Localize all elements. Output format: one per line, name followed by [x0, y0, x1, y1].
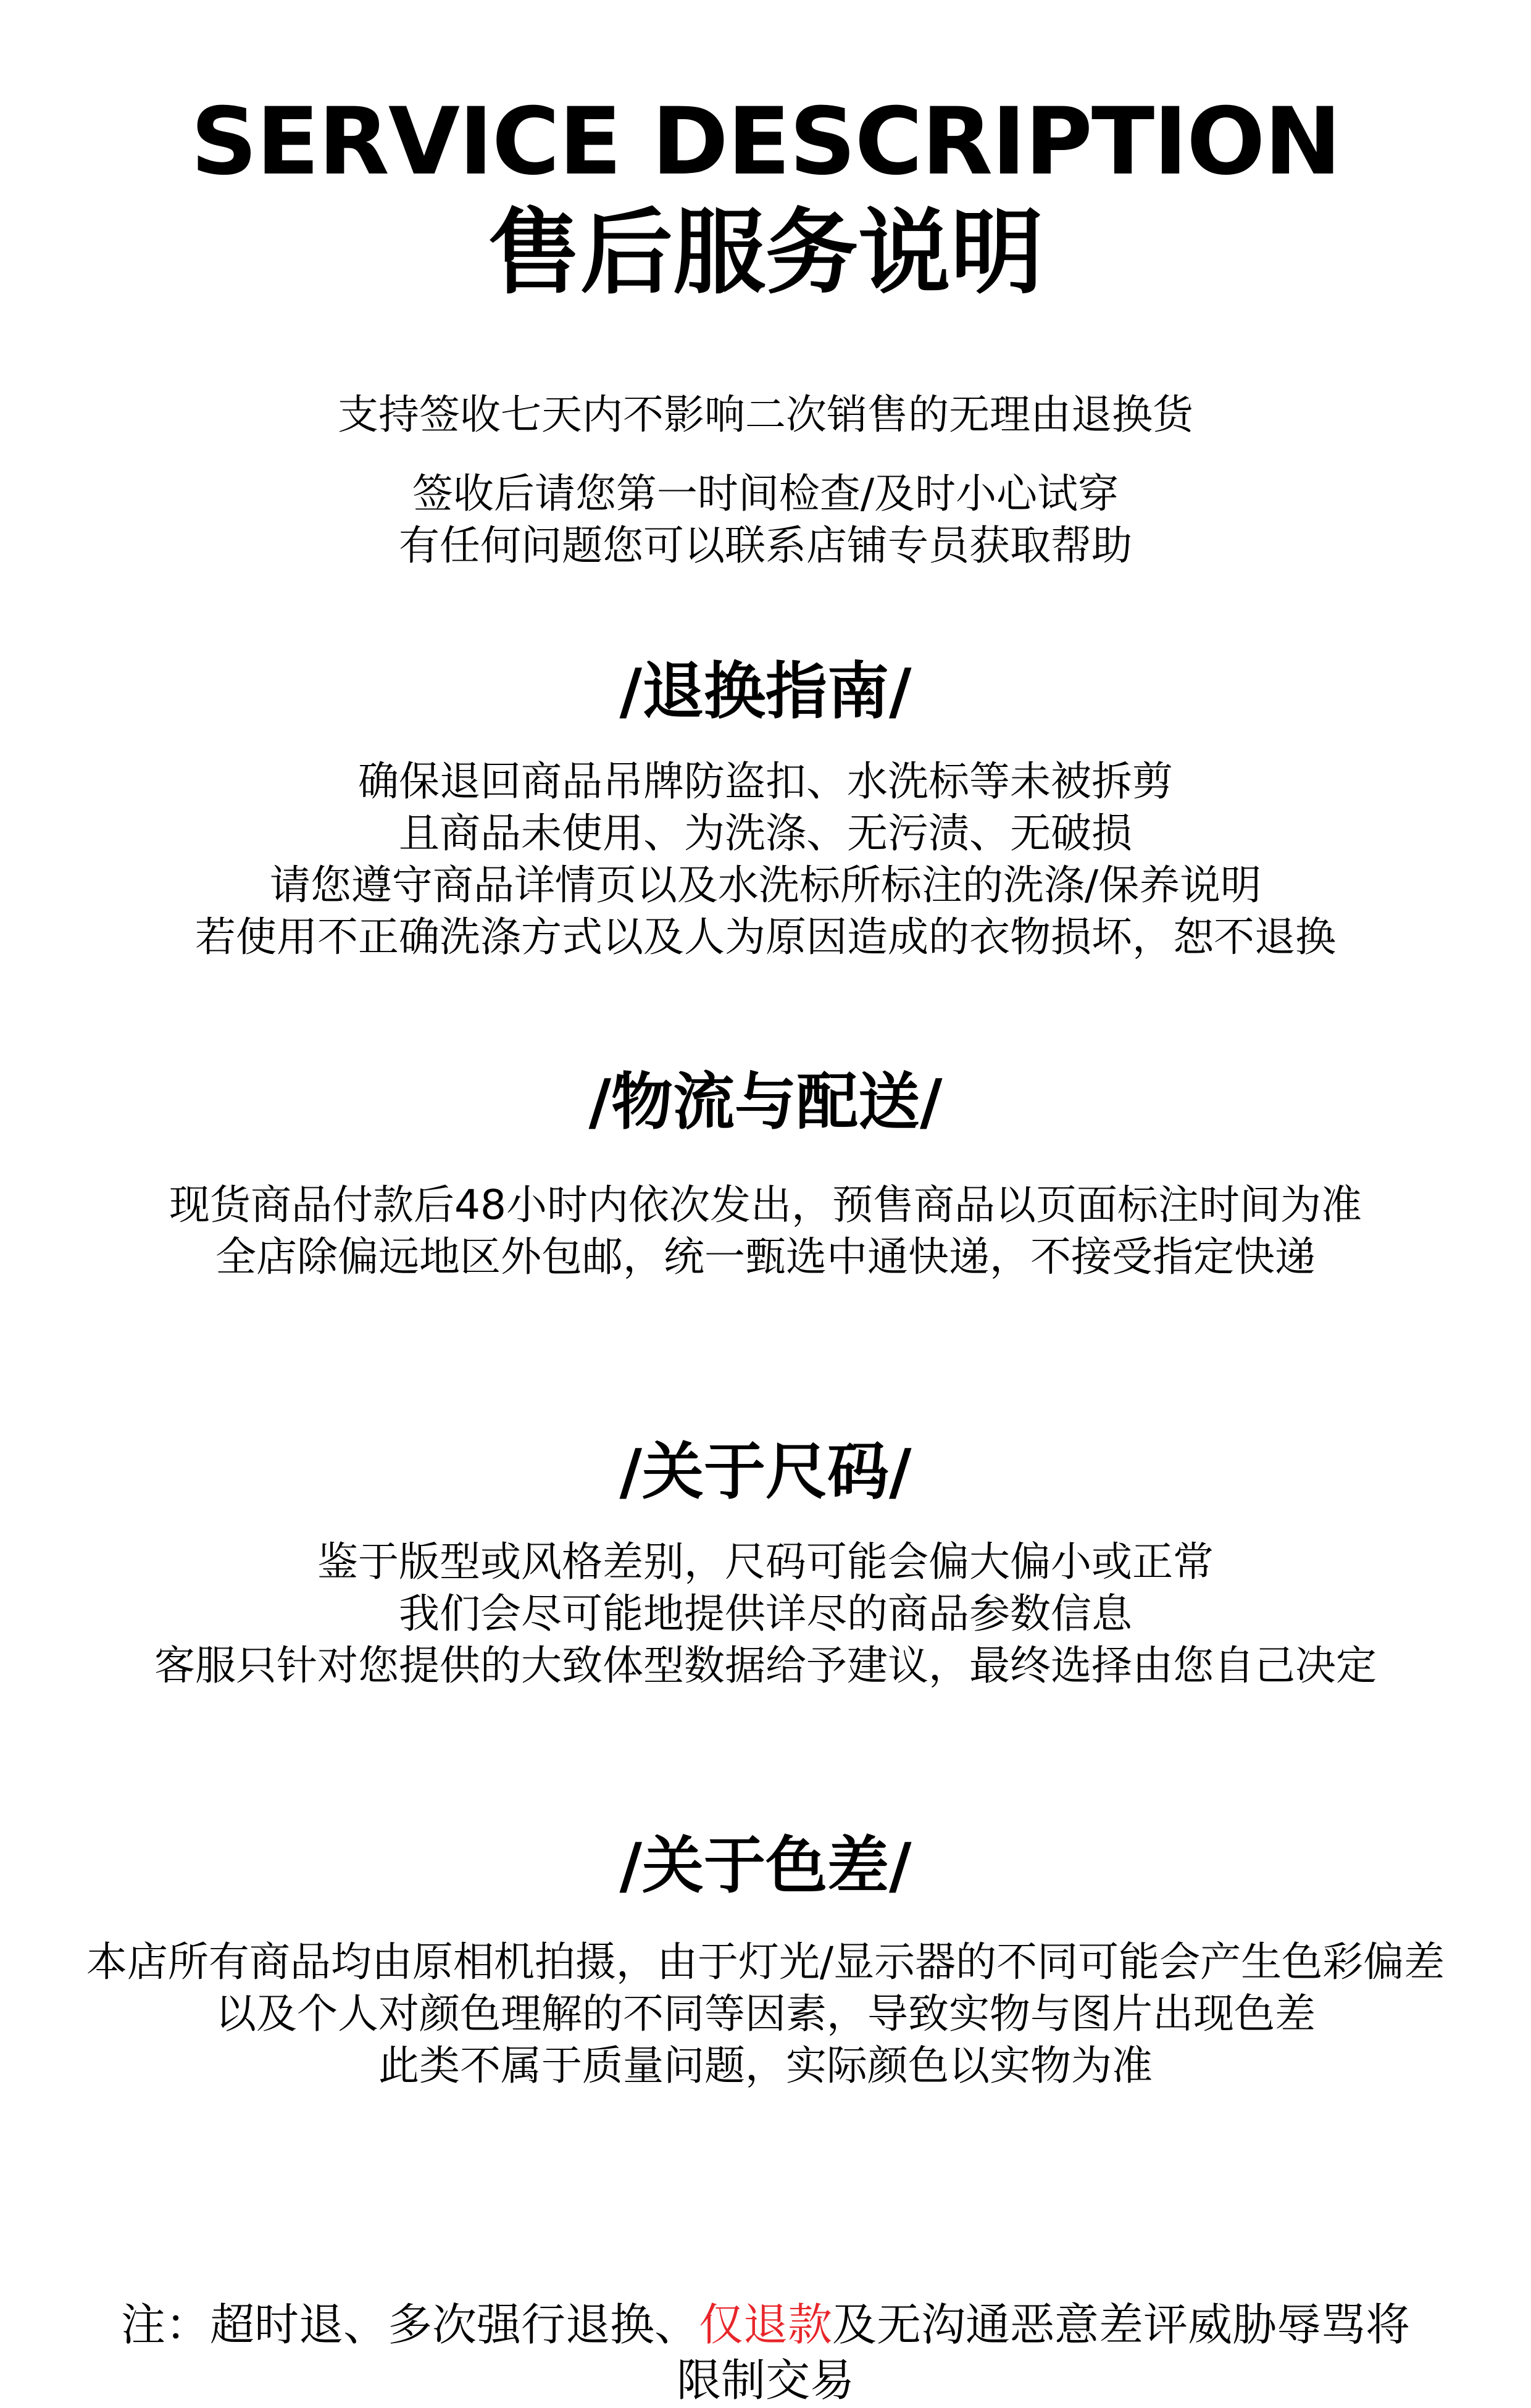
color-line: 以及个人对颜色理解的不同等因素，导致实物与图片出现色差 — [215, 1990, 1316, 2038]
color-heading: /关于色差/ — [619, 1829, 912, 1902]
color-line: 本店所有商品均由原相机拍摄，由于灯光/显示器的不同可能会产生色彩偏差 — [86, 1938, 1445, 1986]
returns-line: 确保退回商品吊牌防盗扣、水洗标等未被拆剪 — [358, 758, 1173, 805]
returns-line: 请您遵守商品详情页以及水洗标所标注的洗涤/保养说明 — [269, 861, 1262, 909]
note-prefix: 注：超时退、多次强行退换、 — [120, 2299, 699, 2351]
note-suffix: 及无沟通恶意差评威胁辱骂将 — [832, 2299, 1411, 2351]
returns-line: 且商品未使用、为洗涤、无污渍、无破损 — [399, 809, 1132, 857]
sizing-heading: /关于尺码/ — [619, 1436, 912, 1508]
page-title-chinese: 售后服务说明 — [487, 199, 1043, 307]
intro-line: 支持签收七天内不影响二次销售的无理由退换货 — [338, 391, 1193, 438]
intro-line: 有任何问题您可以联系店铺专员获取帮助 — [399, 522, 1132, 569]
sizing-line: 我们会尽可能地提供详尽的商品参数信息 — [399, 1590, 1132, 1637]
returns-line: 若使用不正确洗涤方式以及人为原因造成的衣物损坏，恕不退换 — [195, 913, 1336, 961]
page-title-english: SERVICE DESCRIPTION — [190, 88, 1341, 196]
intro-line: 签收后请您第一时间检查/及时小心试穿 — [412, 470, 1119, 517]
shipping-heading: /物流与配送/ — [588, 1066, 943, 1138]
note-line-2: 限制交易 — [676, 2354, 854, 2406]
sizing-line: 客服只针对您提供的大致体型数据给予建议，最终选择由您自己决定 — [154, 1642, 1377, 1689]
shipping-line: 现货商品付款后48小时内依次发出，预售商品以页面标注时间为准 — [169, 1181, 1362, 1229]
note-highlight-refund-only: 仅退款 — [698, 2299, 832, 2351]
note-line — [0, 2297, 1531, 2352]
shipping-line: 全店除偏远地区外包邮，统一甄选中通快递，不接受指定快递 — [215, 1233, 1316, 1281]
color-line: 此类不属于质量问题，实际颜色以实物为准 — [378, 2042, 1153, 2089]
sizing-line: 鉴于版型或风格差别，尺码可能会偏大偏小或正常 — [317, 1538, 1214, 1586]
returns-heading: /退换指南/ — [619, 655, 912, 727]
